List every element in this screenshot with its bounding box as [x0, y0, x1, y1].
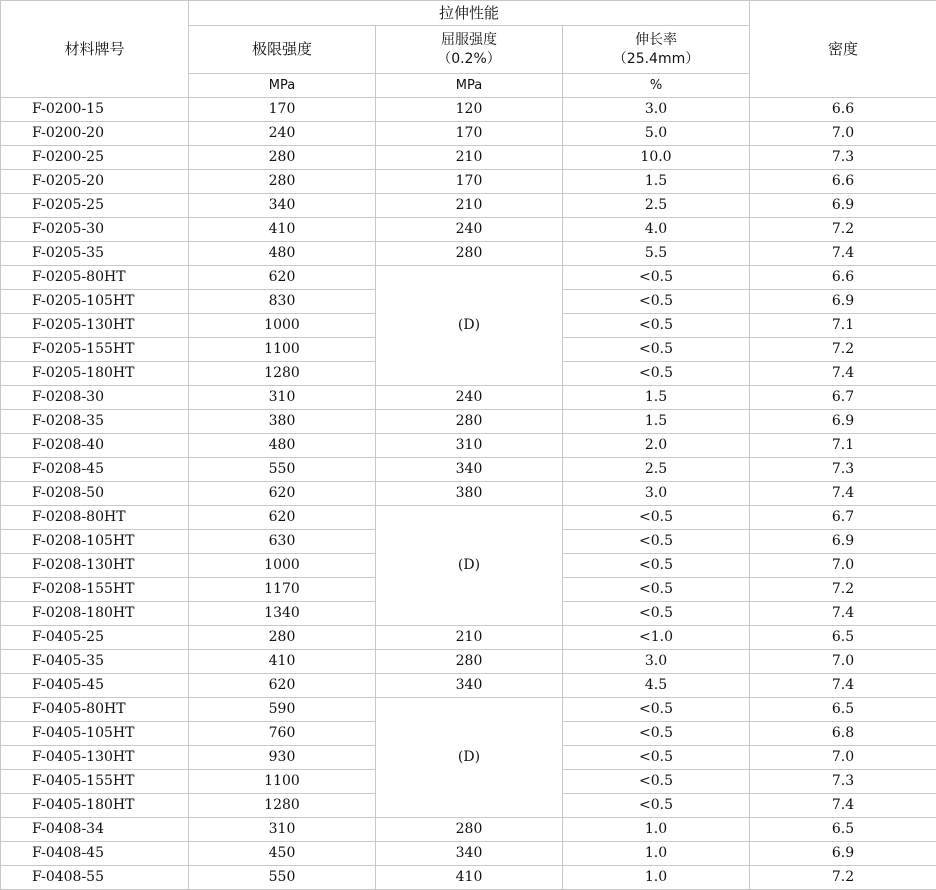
- elongation-cell: <0.5: [563, 530, 750, 554]
- density-cell: 7.2: [750, 866, 936, 890]
- yield-strength-cell: 280: [376, 242, 563, 266]
- density-cell: 7.0: [750, 554, 936, 578]
- density-cell: 6.8: [750, 722, 936, 746]
- table-row: [1, 482, 936, 506]
- elongation-cell: 1.0: [563, 818, 750, 842]
- ultimate-strength-cell: 550: [189, 458, 376, 482]
- grade-cell: F-0205-155HT: [1, 338, 189, 362]
- grade-cell: F-0205-35: [1, 242, 189, 266]
- density-header: 密度: [750, 1, 936, 98]
- table-row: [1, 98, 936, 122]
- elongation-cell: <1.0: [563, 626, 750, 650]
- ultimate-strength-cell: 620: [189, 506, 376, 530]
- grade-header: 材料牌号: [1, 1, 189, 98]
- yield-strength-cell: 340: [376, 674, 563, 698]
- ultimate-strength-cell: 620: [189, 674, 376, 698]
- yield-strength-cell: 340: [376, 842, 563, 866]
- density-cell: 6.9: [750, 842, 936, 866]
- grade-cell: F-0408-34: [1, 818, 189, 842]
- table-header: [1, 1, 936, 98]
- ultimate-strength-cell: 410: [189, 650, 376, 674]
- yield-strength-cell: 120: [376, 98, 563, 122]
- elongation-cell: 3.0: [563, 650, 750, 674]
- density-cell: 7.1: [750, 434, 936, 458]
- yield-strength-unit: MPa: [376, 74, 563, 98]
- yield-strength-cell: 310: [376, 434, 563, 458]
- grade-cell: F-0205-25: [1, 194, 189, 218]
- yield-strength-cell: 280: [376, 410, 563, 434]
- ultimate-strength-cell: 410: [189, 218, 376, 242]
- yield-strength-header: [376, 26, 563, 74]
- ultimate-strength-cell: 380: [189, 410, 376, 434]
- table-row: [1, 626, 936, 650]
- elongation-cell: <0.5: [563, 506, 750, 530]
- grade-cell: F-0208-105HT: [1, 530, 189, 554]
- grade-cell: F-0408-55: [1, 866, 189, 890]
- elongation-cell: 1.0: [563, 842, 750, 866]
- grade-cell: F-0205-180HT: [1, 362, 189, 386]
- ultimate-strength-cell: 550: [189, 866, 376, 890]
- table-row: [1, 410, 936, 434]
- ultimate-strength-cell: 240: [189, 122, 376, 146]
- yield-strength-cell: 380: [376, 482, 563, 506]
- elongation-cell: <0.5: [563, 554, 750, 578]
- density-cell: 7.4: [750, 674, 936, 698]
- table-body: [1, 98, 936, 890]
- grade-cell: F-0405-25: [1, 626, 189, 650]
- elongation-header: [563, 26, 750, 74]
- density-cell: 7.4: [750, 362, 936, 386]
- yield-strength-cell: 210: [376, 146, 563, 170]
- grade-cell: F-0205-20: [1, 170, 189, 194]
- density-cell: 7.2: [750, 218, 936, 242]
- ultimate-strength-cell: 280: [189, 146, 376, 170]
- density-cell: 6.6: [750, 170, 936, 194]
- yield-strength-cell: 280: [376, 650, 563, 674]
- grade-cell: F-0208-155HT: [1, 578, 189, 602]
- elongation-unit: %: [563, 74, 750, 98]
- elongation-cell: 10.0: [563, 146, 750, 170]
- density-cell: 7.0: [750, 650, 936, 674]
- elongation-cell: 2.5: [563, 194, 750, 218]
- grade-cell: F-0208-80HT: [1, 506, 189, 530]
- table-row: [1, 434, 936, 458]
- grade-cell: F-0405-80HT: [1, 698, 189, 722]
- density-cell: 7.2: [750, 578, 936, 602]
- density-cell: 7.3: [750, 770, 936, 794]
- elongation-title: 伸长率: [563, 31, 749, 50]
- grade-cell: F-0405-130HT: [1, 746, 189, 770]
- density-cell: 6.9: [750, 290, 936, 314]
- density-cell: 6.5: [750, 698, 936, 722]
- grade-cell: F-0205-30: [1, 218, 189, 242]
- ultimate-strength-cell: 620: [189, 266, 376, 290]
- ultimate-strength-cell: 1100: [189, 338, 376, 362]
- elongation-cell: <0.5: [563, 290, 750, 314]
- density-cell: 7.0: [750, 746, 936, 770]
- yield-strength-cell: (D): [376, 698, 563, 818]
- ultimate-strength-cell: 310: [189, 386, 376, 410]
- grade-cell: F-0208-130HT: [1, 554, 189, 578]
- ultimate-strength-cell: 1280: [189, 362, 376, 386]
- ultimate-strength-cell: 1280: [189, 794, 376, 818]
- ultimate-strength-cell: 830: [189, 290, 376, 314]
- yield-strength-cell: 210: [376, 626, 563, 650]
- ultimate-strength-unit: MPa: [189, 74, 376, 98]
- grade-cell: F-0405-105HT: [1, 722, 189, 746]
- grade-cell: F-0208-45: [1, 458, 189, 482]
- grade-cell: F-0408-45: [1, 842, 189, 866]
- table-row: [1, 650, 936, 674]
- grade-cell: F-0205-105HT: [1, 290, 189, 314]
- ultimate-strength-cell: 280: [189, 170, 376, 194]
- ultimate-strength-cell: 1340: [189, 602, 376, 626]
- elongation-cell: <0.5: [563, 266, 750, 290]
- ultimate-strength-cell: 1000: [189, 554, 376, 578]
- yield-strength-cell: 410: [376, 866, 563, 890]
- ultimate-strength-header: 极限强度: [189, 26, 376, 74]
- ultimate-strength-cell: 480: [189, 434, 376, 458]
- table-row: [1, 266, 936, 290]
- grade-cell: F-0200-15: [1, 98, 189, 122]
- elongation-cell: 5.0: [563, 122, 750, 146]
- elongation-cell: <0.5: [563, 698, 750, 722]
- grade-cell: F-0405-180HT: [1, 794, 189, 818]
- density-cell: 6.5: [750, 626, 936, 650]
- grade-cell: F-0208-30: [1, 386, 189, 410]
- density-cell: 6.9: [750, 530, 936, 554]
- grade-cell: F-0405-45: [1, 674, 189, 698]
- table-row: [1, 698, 936, 722]
- yield-strength-title: 屈服强度: [376, 31, 562, 50]
- density-cell: 7.4: [750, 794, 936, 818]
- elongation-cell: 1.5: [563, 386, 750, 410]
- yield-strength-cell: 210: [376, 194, 563, 218]
- density-cell: 6.9: [750, 194, 936, 218]
- elongation-cell: <0.5: [563, 794, 750, 818]
- yield-strength-note: （0.2%）: [376, 50, 562, 69]
- density-cell: 6.6: [750, 98, 936, 122]
- elongation-cell: <0.5: [563, 770, 750, 794]
- elongation-cell: <0.5: [563, 338, 750, 362]
- yield-strength-cell: 340: [376, 458, 563, 482]
- density-cell: 7.3: [750, 146, 936, 170]
- density-cell: 7.3: [750, 458, 936, 482]
- density-cell: 7.4: [750, 482, 936, 506]
- grade-cell: F-0208-50: [1, 482, 189, 506]
- density-cell: 6.6: [750, 266, 936, 290]
- ultimate-strength-cell: 620: [189, 482, 376, 506]
- elongation-cell: 1.0: [563, 866, 750, 890]
- density-cell: 7.0: [750, 122, 936, 146]
- elongation-cell: 1.5: [563, 410, 750, 434]
- yield-strength-cell: 240: [376, 386, 563, 410]
- ultimate-strength-cell: 760: [189, 722, 376, 746]
- yield-strength-cell: 170: [376, 170, 563, 194]
- ultimate-strength-cell: 590: [189, 698, 376, 722]
- yield-strength-cell: (D): [376, 266, 563, 386]
- tensile-group-header: 拉伸性能: [189, 1, 750, 26]
- ultimate-strength-cell: 1000: [189, 314, 376, 338]
- elongation-cell: <0.5: [563, 722, 750, 746]
- table-row: [1, 866, 936, 890]
- elongation-cell: <0.5: [563, 314, 750, 338]
- elongation-cell: <0.5: [563, 578, 750, 602]
- ultimate-strength-cell: 930: [189, 746, 376, 770]
- ultimate-strength-cell: 170: [189, 98, 376, 122]
- table-row: [1, 674, 936, 698]
- table-row: [1, 242, 936, 266]
- elongation-cell: 4.0: [563, 218, 750, 242]
- elongation-cell: 5.5: [563, 242, 750, 266]
- ultimate-strength-cell: 310: [189, 818, 376, 842]
- table-row: [1, 818, 936, 842]
- elongation-cell: <0.5: [563, 746, 750, 770]
- table-row: [1, 506, 936, 530]
- ultimate-strength-cell: 340: [189, 194, 376, 218]
- grade-cell: F-0208-180HT: [1, 602, 189, 626]
- yield-strength-cell: 280: [376, 818, 563, 842]
- grade-cell: F-0200-20: [1, 122, 189, 146]
- grade-cell: F-0205-130HT: [1, 314, 189, 338]
- density-cell: 7.4: [750, 602, 936, 626]
- elongation-cell: 2.0: [563, 434, 750, 458]
- table-row: [1, 458, 936, 482]
- elongation-note: （25.4mm）: [563, 50, 749, 69]
- elongation-cell: 1.5: [563, 170, 750, 194]
- ultimate-strength-cell: 1170: [189, 578, 376, 602]
- grade-cell: F-0205-80HT: [1, 266, 189, 290]
- ultimate-strength-cell: 450: [189, 842, 376, 866]
- table-row: [1, 386, 936, 410]
- table-row: [1, 122, 936, 146]
- ultimate-strength-cell: 630: [189, 530, 376, 554]
- ultimate-strength-cell: 480: [189, 242, 376, 266]
- elongation-cell: 4.5: [563, 674, 750, 698]
- yield-strength-cell: (D): [376, 506, 563, 626]
- table-row: [1, 170, 936, 194]
- table-row: [1, 218, 936, 242]
- density-cell: 6.9: [750, 410, 936, 434]
- grade-cell: F-0208-35: [1, 410, 189, 434]
- grade-cell: F-0208-40: [1, 434, 189, 458]
- density-cell: 7.1: [750, 314, 936, 338]
- ultimate-strength-cell: 1100: [189, 770, 376, 794]
- density-cell: 7.4: [750, 242, 936, 266]
- density-cell: 6.7: [750, 506, 936, 530]
- elongation-cell: 2.5: [563, 458, 750, 482]
- yield-strength-cell: 240: [376, 218, 563, 242]
- elongation-cell: 3.0: [563, 98, 750, 122]
- ultimate-strength-cell: 280: [189, 626, 376, 650]
- density-cell: 6.7: [750, 386, 936, 410]
- elongation-cell: 3.0: [563, 482, 750, 506]
- grade-cell: F-0405-155HT: [1, 770, 189, 794]
- table-row: [1, 842, 936, 866]
- elongation-cell: <0.5: [563, 362, 750, 386]
- grade-cell: F-0200-25: [1, 146, 189, 170]
- grade-cell: F-0405-35: [1, 650, 189, 674]
- yield-strength-cell: 170: [376, 122, 563, 146]
- table-row: [1, 194, 936, 218]
- density-cell: 6.5: [750, 818, 936, 842]
- table-row: [1, 146, 936, 170]
- elongation-cell: <0.5: [563, 602, 750, 626]
- density-cell: 7.2: [750, 338, 936, 362]
